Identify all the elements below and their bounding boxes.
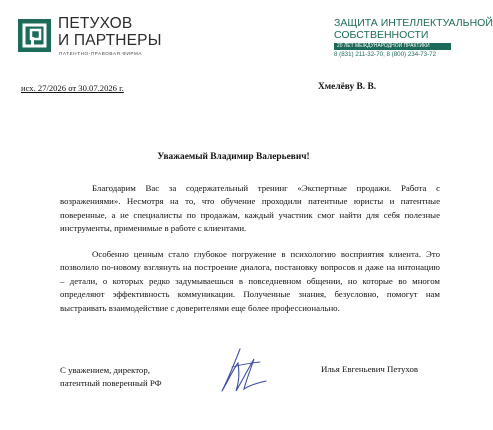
service-title-line2: СОБСТВЕННОСТИ [334,29,429,41]
addressee: Хмелёву В. В. [318,82,377,92]
outgoing-reference: исх. 27/2026 от 30.07.2026 г. [21,83,124,93]
letter-paragraph-2: Особенно ценным стало глубокое погружение в психологию восприятия клиента. Это позволило по-новому взглянуть на построение диалога, постановку вопросов и даже на интонацию – детали, о которых редко задумываешься в повседневном общении, но которые во многом определяют эффективность коммуникации. Полученные знания, безусловно, помогут нам выстраивать взаимодействие с доверителями еще более профессионально. [60,249,440,313]
service-title [334,17,493,41]
closing-line-1: С уважением, директор, [60,365,150,375]
service-badge: 20 ЛЕТ МЕЖДУНАРОДНОЙ ПРАКТИКИ [334,43,451,50]
service-title-line1: ЗАЩИТА ИНТЕЛЛЕКТУАЛЬНОЙ [334,17,493,29]
brand-name [58,15,162,49]
brand-name-line1: ПЕТУХОВ [58,15,133,32]
brand-subtitle: ПАТЕНТНО-ПРАВОВАЯ ФИРМА [59,51,143,56]
brand-name-line2: И ПАРТНЕРЫ [58,32,162,49]
company-logo-icon [18,19,51,52]
contact-phones: 8 (831) 211-32-70; 8 (800) 234-73-72 [334,51,437,58]
closing-line-2: патентный поверенный РФ [60,378,162,389]
closing-block [60,364,162,391]
handwritten-signature [210,345,272,397]
letter-paragraph-1: Благодарим Вас за содержательный тренинг «Экспертные продажи. Работа с возражениями». Несмотря на то, что обучение проходили патентные юристы и патентные поверенные, а не специалисты по продажам, каждый участник смог найти для себя полезные инструменты, применимые в работе с клиентами. [60,183,440,234]
signer-name: Илья Евгеньевич Петухов [321,364,419,374]
salutation: Уважаемый Владимир Валерьевич! [157,152,310,162]
